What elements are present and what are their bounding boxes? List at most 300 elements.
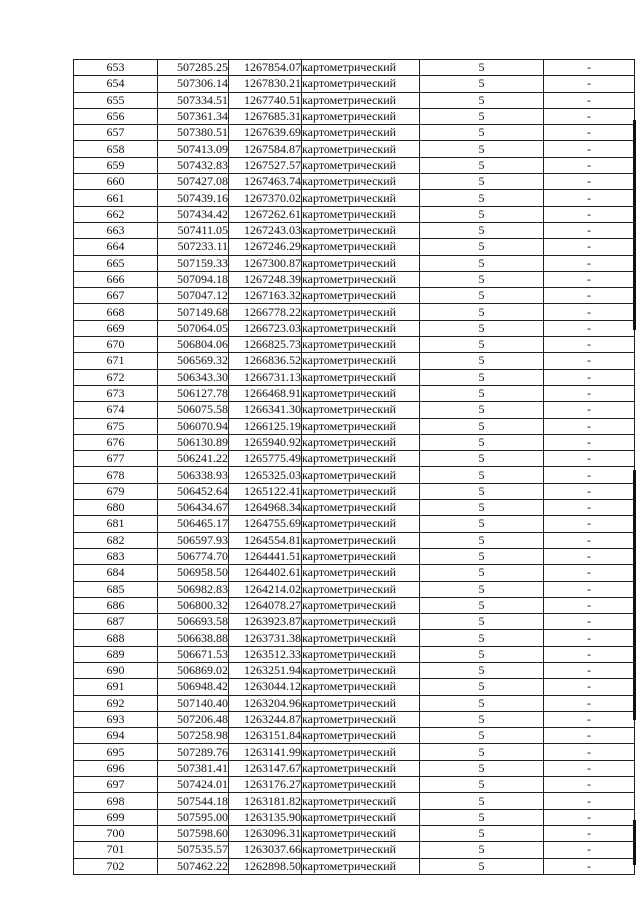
note-cell: - [544,369,635,385]
table-row [74,190,635,206]
point-number-cell: 665 [74,255,158,271]
x-coordinate-cell: 507598.60 [158,825,229,841]
method-cell: картометрический [302,255,420,271]
y-coordinate-cell: 1267248.39 [229,271,302,287]
x-coordinate-cell: 506465.17 [158,516,229,532]
note-cell: - [544,353,635,369]
point-number-cell: 664 [74,239,158,255]
note-cell: - [544,548,635,564]
point-number-cell: 682 [74,532,158,548]
x-coordinate-cell: 507094.18 [158,271,229,287]
y-coordinate-cell: 1263135.90 [229,809,302,825]
note-cell: - [544,451,635,467]
accuracy-cell: 5 [420,320,544,336]
table-row [74,467,635,483]
note-cell: - [544,809,635,825]
accuracy-cell: 5 [420,206,544,222]
note-cell: - [544,141,635,157]
accuracy-cell: 5 [420,157,544,173]
point-number-cell: 676 [74,434,158,450]
note-cell: - [544,337,635,353]
method-cell: картометрический [302,711,420,727]
point-number-cell: 653 [74,60,158,76]
x-coordinate-cell: 506130.89 [158,434,229,450]
y-coordinate-cell: 1263176.27 [229,777,302,793]
point-number-cell: 702 [74,858,158,874]
method-cell: картометрический [302,60,420,76]
point-number-cell: 686 [74,597,158,613]
x-coordinate-cell: 507439.16 [158,190,229,206]
point-number-cell: 661 [74,190,158,206]
x-coordinate-cell: 506075.58 [158,402,229,418]
table-row [74,337,635,353]
y-coordinate-cell: 1267830.21 [229,76,302,92]
x-coordinate-cell: 507462.22 [158,858,229,874]
x-coordinate-cell: 506693.58 [158,614,229,630]
accuracy-cell: 5 [420,516,544,532]
x-coordinate-cell: 506452.64 [158,483,229,499]
table-row [74,793,635,809]
method-cell: картометрический [302,304,420,320]
y-coordinate-cell: 1267370.02 [229,190,302,206]
point-number-cell: 692 [74,695,158,711]
point-number-cell: 666 [74,271,158,287]
x-coordinate-cell: 506070.94 [158,418,229,434]
x-coordinate-cell: 507064.05 [158,320,229,336]
table-row [74,369,635,385]
accuracy-cell: 5 [420,500,544,516]
table-row [74,255,635,271]
accuracy-cell: 5 [420,614,544,630]
y-coordinate-cell: 1263151.84 [229,728,302,744]
note-cell: - [544,825,635,841]
y-coordinate-cell: 1267463.74 [229,174,302,190]
scan-edge-mark [633,820,636,865]
method-cell: картометрический [302,500,420,516]
x-coordinate-cell: 507361.34 [158,108,229,124]
table-row [74,565,635,581]
y-coordinate-cell: 1263044.12 [229,679,302,695]
point-number-cell: 656 [74,108,158,124]
y-coordinate-cell: 1264968.34 [229,500,302,516]
note-cell: - [544,125,635,141]
note-cell: - [544,679,635,695]
note-cell: - [544,255,635,271]
y-coordinate-cell: 1265775.49 [229,451,302,467]
method-cell: картометрический [302,679,420,695]
table-row [74,320,635,336]
accuracy-cell: 5 [420,646,544,662]
y-coordinate-cell: 1262898.50 [229,858,302,874]
x-coordinate-cell: 506569.32 [158,353,229,369]
method-cell: картометрический [302,288,420,304]
x-coordinate-cell: 507289.76 [158,744,229,760]
method-cell: картометрический [302,353,420,369]
y-coordinate-cell: 1267740.51 [229,92,302,108]
method-cell: картометрический [302,646,420,662]
table-row [74,662,635,678]
table-row [74,451,635,467]
accuracy-cell: 5 [420,679,544,695]
table-row [74,777,635,793]
x-coordinate-cell: 506597.93 [158,532,229,548]
accuracy-cell: 5 [420,728,544,744]
accuracy-cell: 5 [420,337,544,353]
x-coordinate-cell: 506241.22 [158,451,229,467]
table-row [74,125,635,141]
x-coordinate-cell: 506869.02 [158,662,229,678]
y-coordinate-cell: 1263096.31 [229,825,302,841]
note-cell: - [544,483,635,499]
accuracy-cell: 5 [420,222,544,238]
accuracy-cell: 5 [420,434,544,450]
method-cell: картометрический [302,206,420,222]
accuracy-cell: 5 [420,271,544,287]
method-cell: картометрический [302,271,420,287]
x-coordinate-cell: 507411.05 [158,222,229,238]
method-cell: картометрический [302,157,420,173]
y-coordinate-cell: 1264078.27 [229,597,302,613]
table-row [74,516,635,532]
y-coordinate-cell: 1267854.07 [229,60,302,76]
accuracy-cell: 5 [420,369,544,385]
note-cell: - [544,532,635,548]
method-cell: картометрический [302,239,420,255]
accuracy-cell: 5 [420,125,544,141]
x-coordinate-cell: 506982.83 [158,581,229,597]
y-coordinate-cell: 1266125.19 [229,418,302,434]
note-cell: - [544,467,635,483]
x-coordinate-cell: 506638.88 [158,630,229,646]
note-cell: - [544,108,635,124]
x-coordinate-cell: 506127.78 [158,385,229,401]
method-cell: картометрический [302,516,420,532]
point-number-cell: 675 [74,418,158,434]
method-cell: картометрический [302,825,420,841]
method-cell: картометрический [302,369,420,385]
table-row [74,418,635,434]
point-number-cell: 687 [74,614,158,630]
method-cell: картометрический [302,385,420,401]
method-cell: картометрический [302,532,420,548]
y-coordinate-cell: 1267300.87 [229,255,302,271]
point-number-cell: 697 [74,777,158,793]
note-cell: - [544,858,635,874]
y-coordinate-cell: 1265325.03 [229,467,302,483]
x-coordinate-cell: 507285.25 [158,60,229,76]
note-cell: - [544,304,635,320]
note-cell: - [544,418,635,434]
method-cell: картометрический [302,614,420,630]
note-cell: - [544,597,635,613]
x-coordinate-cell: 507140.40 [158,695,229,711]
note-cell: - [544,222,635,238]
point-number-cell: 683 [74,548,158,564]
note-cell: - [544,60,635,76]
table-row [74,581,635,597]
table-row [74,402,635,418]
note-cell: - [544,320,635,336]
point-number-cell: 685 [74,581,158,597]
point-number-cell: 698 [74,793,158,809]
y-coordinate-cell: 1263244.87 [229,711,302,727]
y-coordinate-cell: 1263731.38 [229,630,302,646]
note-cell: - [544,206,635,222]
method-cell: картометрический [302,402,420,418]
y-coordinate-cell: 1263251.94 [229,662,302,678]
table-row [74,60,635,76]
accuracy-cell: 5 [420,825,544,841]
method-cell: картометрический [302,108,420,124]
note-cell: - [544,402,635,418]
x-coordinate-cell: 506958.50 [158,565,229,581]
accuracy-cell: 5 [420,793,544,809]
x-coordinate-cell: 506948.42 [158,679,229,695]
method-cell: картометрический [302,548,420,564]
table-row [74,728,635,744]
x-coordinate-cell: 506671.53 [158,646,229,662]
point-number-cell: 688 [74,630,158,646]
table-row [74,288,635,304]
accuracy-cell: 5 [420,190,544,206]
y-coordinate-cell: 1263147.67 [229,760,302,776]
method-cell: картометрический [302,190,420,206]
accuracy-cell: 5 [420,548,544,564]
accuracy-cell: 5 [420,108,544,124]
point-number-cell: 699 [74,809,158,825]
y-coordinate-cell: 1266468.91 [229,385,302,401]
note-cell: - [544,744,635,760]
accuracy-cell: 5 [420,418,544,434]
y-coordinate-cell: 1267527.57 [229,157,302,173]
note-cell: - [544,614,635,630]
note-cell: - [544,630,635,646]
table-row [74,271,635,287]
table-row [74,842,635,858]
y-coordinate-cell: 1265940.92 [229,434,302,450]
accuracy-cell: 5 [420,92,544,108]
coordinates-table [73,59,635,875]
method-cell: картометрический [302,565,420,581]
point-number-cell: 696 [74,760,158,776]
x-coordinate-cell: 507424.01 [158,777,229,793]
method-cell: картометрический [302,92,420,108]
method-cell: картометрический [302,418,420,434]
method-cell: картометрический [302,125,420,141]
point-number-cell: 678 [74,467,158,483]
note-cell: - [544,92,635,108]
accuracy-cell: 5 [420,255,544,271]
method-cell: картометрический [302,141,420,157]
method-cell: картометрический [302,777,420,793]
note-cell: - [544,793,635,809]
y-coordinate-cell: 1264441.51 [229,548,302,564]
y-coordinate-cell: 1267685.31 [229,108,302,124]
y-coordinate-cell: 1267246.29 [229,239,302,255]
accuracy-cell: 5 [420,353,544,369]
accuracy-cell: 5 [420,467,544,483]
point-number-cell: 670 [74,337,158,353]
y-coordinate-cell: 1267163.32 [229,288,302,304]
x-coordinate-cell: 507047.12 [158,288,229,304]
table-row [74,483,635,499]
accuracy-cell: 5 [420,239,544,255]
x-coordinate-cell: 507334.51 [158,92,229,108]
y-coordinate-cell: 1263181.82 [229,793,302,809]
x-coordinate-cell: 507306.14 [158,76,229,92]
method-cell: картометрический [302,222,420,238]
y-coordinate-cell: 1266723.03 [229,320,302,336]
table-row [74,760,635,776]
point-number-cell: 677 [74,451,158,467]
method-cell: картометрический [302,581,420,597]
table-row [74,141,635,157]
method-cell: картометрический [302,662,420,678]
point-number-cell: 691 [74,679,158,695]
method-cell: картометрический [302,483,420,499]
point-number-cell: 693 [74,711,158,727]
point-number-cell: 680 [74,500,158,516]
x-coordinate-cell: 506343.30 [158,369,229,385]
point-number-cell: 690 [74,662,158,678]
x-coordinate-cell: 506338.93 [158,467,229,483]
accuracy-cell: 5 [420,711,544,727]
table-row [74,646,635,662]
note-cell: - [544,516,635,532]
accuracy-cell: 5 [420,858,544,874]
table-row [74,385,635,401]
point-number-cell: 667 [74,288,158,304]
y-coordinate-cell: 1266731.13 [229,369,302,385]
x-coordinate-cell: 507258.98 [158,728,229,744]
method-cell: картометрический [302,744,420,760]
table-row [74,434,635,450]
y-coordinate-cell: 1264554.81 [229,532,302,548]
method-cell: картометрический [302,451,420,467]
method-cell: картометрический [302,174,420,190]
note-cell: - [544,565,635,581]
method-cell: картометрический [302,842,420,858]
accuracy-cell: 5 [420,451,544,467]
table-row [74,744,635,760]
point-number-cell: 679 [74,483,158,499]
method-cell: картометрический [302,434,420,450]
x-coordinate-cell: 506434.67 [158,500,229,516]
table-row [74,222,635,238]
table-row [74,174,635,190]
accuracy-cell: 5 [420,597,544,613]
point-number-cell: 674 [74,402,158,418]
accuracy-cell: 5 [420,777,544,793]
accuracy-cell: 5 [420,581,544,597]
accuracy-cell: 5 [420,744,544,760]
method-cell: картометрический [302,858,420,874]
point-number-cell: 701 [74,842,158,858]
note-cell: - [544,190,635,206]
y-coordinate-cell: 1264755.69 [229,516,302,532]
note-cell: - [544,271,635,287]
x-coordinate-cell: 507159.33 [158,255,229,271]
note-cell: - [544,157,635,173]
method-cell: картометрический [302,320,420,336]
table-row [74,532,635,548]
accuracy-cell: 5 [420,565,544,581]
accuracy-cell: 5 [420,532,544,548]
accuracy-cell: 5 [420,304,544,320]
point-number-cell: 658 [74,141,158,157]
point-number-cell: 671 [74,353,158,369]
x-coordinate-cell: 507595.00 [158,809,229,825]
accuracy-cell: 5 [420,385,544,401]
x-coordinate-cell: 507413.09 [158,141,229,157]
note-cell: - [544,385,635,401]
table-row [74,825,635,841]
y-coordinate-cell: 1263923.87 [229,614,302,630]
point-number-cell: 668 [74,304,158,320]
y-coordinate-cell: 1264214.02 [229,581,302,597]
y-coordinate-cell: 1263512.33 [229,646,302,662]
table-row [74,809,635,825]
table-row [74,679,635,695]
method-cell: картометрический [302,695,420,711]
y-coordinate-cell: 1263204.96 [229,695,302,711]
y-coordinate-cell: 1267584.87 [229,141,302,157]
point-number-cell: 659 [74,157,158,173]
note-cell: - [544,174,635,190]
table-body [74,60,635,875]
table-row [74,858,635,874]
table-row [74,76,635,92]
table-row [74,630,635,646]
table-row [74,548,635,564]
point-number-cell: 669 [74,320,158,336]
table-row [74,695,635,711]
x-coordinate-cell: 507432.83 [158,157,229,173]
table-row [74,614,635,630]
note-cell: - [544,288,635,304]
x-coordinate-cell: 507149.68 [158,304,229,320]
x-coordinate-cell: 507544.18 [158,793,229,809]
accuracy-cell: 5 [420,288,544,304]
note-cell: - [544,646,635,662]
note-cell: - [544,777,635,793]
note-cell: - [544,500,635,516]
point-number-cell: 663 [74,222,158,238]
method-cell: картометрический [302,760,420,776]
method-cell: картометрический [302,809,420,825]
table-row [74,108,635,124]
note-cell: - [544,695,635,711]
accuracy-cell: 5 [420,760,544,776]
y-coordinate-cell: 1267243.03 [229,222,302,238]
point-number-cell: 672 [74,369,158,385]
accuracy-cell: 5 [420,483,544,499]
x-coordinate-cell: 507381.41 [158,760,229,776]
point-number-cell: 654 [74,76,158,92]
y-coordinate-cell: 1266836.52 [229,353,302,369]
note-cell: - [544,662,635,678]
method-cell: картометрический [302,728,420,744]
table-row [74,597,635,613]
y-coordinate-cell: 1263037.66 [229,842,302,858]
table-row [74,239,635,255]
method-cell: картометрический [302,630,420,646]
method-cell: картометрический [302,76,420,92]
x-coordinate-cell: 506800.32 [158,597,229,613]
x-coordinate-cell: 507427.08 [158,174,229,190]
point-number-cell: 694 [74,728,158,744]
table-row [74,206,635,222]
